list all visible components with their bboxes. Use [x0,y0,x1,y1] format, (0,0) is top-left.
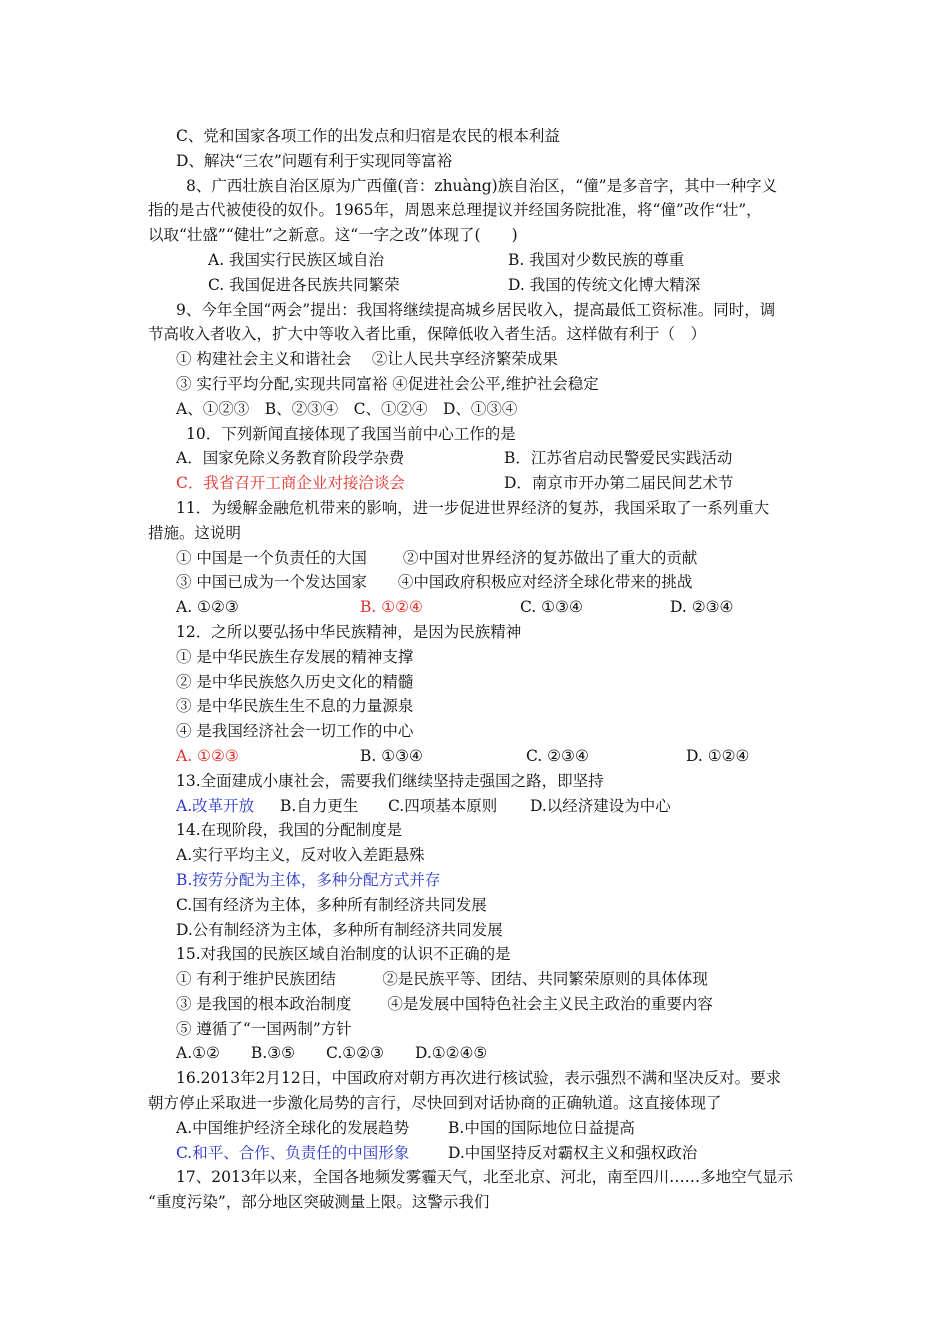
q9-statement-1: ① 构建社会主义和谐社会 ②让人民共享经济繁荣成果 [176,350,558,369]
q12-statement-3: ③ 是中华民族生生不息的力量源泉 [176,697,414,716]
q15-statement-1: ① 有利于维护民族团结 ②是民族平等、团结、共同繁荣原则的具体体现 [176,970,708,989]
q13-option-c: C.四项基本原则 [388,796,498,815]
q9-statement-2: ③ 实行平均分配,实现共同富裕 ④促进社会公平,维护社会稳定 [176,374,599,393]
q10-option-a: A．国家免除义务教育阶段学杂费 [176,449,405,468]
q17-stem-line2: “重度污染”，部分地区突破测量上限。这警示我们 [148,1193,490,1212]
q8-options-row1 [148,248,820,273]
q11-stem-line1: 11．为缓解金融危机带来的影响，进一步促进世界经济的复苏，我国采取了一系列重大 [176,498,770,517]
q12-statement-4: ④ 是我国经济社会一切工作的中心 [176,722,414,741]
q12-option-c: C. ②③④ [526,746,589,765]
q13-stem: 13.全面建成小康社会，需要我们继续坚持走强国之路，即坚持 [176,771,604,790]
q12-options [148,744,820,769]
q12-statement-1: ① 是中华民族生存发展的精神支撑 [176,647,414,666]
q13-options [148,794,820,819]
q14-stem: 14.在现阶段，我国的分配制度是 [176,821,403,840]
q8-option-a: A. 我国实行民族区域自治 [208,250,385,269]
q14-option-b-answer: B.按劳分配为主体，多种分配方式并存 [176,870,441,889]
q10-options-row1 [148,446,820,471]
q16-options-row2 [148,1141,820,1166]
q11-option-c: C. ①③④ [520,598,583,617]
q15-stem: 15.对我国的民族区域自治制度的认识不正确的是 [176,945,511,964]
q11-option-b-answer: B. ①②④ [360,598,423,617]
q16-stem-line1: 16.2013年2月12日，中国政府对朝方再次进行核试验，表示强烈不满和坚决反对。要求 [176,1069,782,1088]
q14-option-d: D.公有制经济为主体，多种所有制经济共同发展 [176,920,503,939]
q10-option-b: B．江苏省启动民警爱民实践活动 [504,449,733,468]
q9-stem-line1: 9、今年全国“两会”提出：我国将继续提高城乡居民收入，提高最低工资标准。同时，调 [176,300,776,319]
q14-option-a: A.实行平均主义，反对收入差距悬殊 [176,846,425,865]
q14-option-c: C.国有经济为主体，多种所有制经济共同发展 [176,895,487,914]
q11-options [148,595,820,620]
q10-stem: 10．下列新闻直接体现了我国当前中心工作的是 [186,424,516,443]
q8-options-row2 [148,273,820,298]
q12-statement-2: ② 是中华民族悠久历史文化的精髓 [176,672,414,691]
q12-option-b: B. ①③④ [360,746,423,765]
q16-option-a: A.中国维护经济全球化的发展趋势 [176,1118,410,1137]
q13-option-d: D.以经济建设为中心 [530,796,671,815]
q8-option-c: C. 我国促进各民族共同繁荣 [208,275,400,294]
q8-option-b: B. 我国对少数民族的尊重 [508,250,685,269]
q12-option-d: D. ①②④ [686,746,750,765]
q8-stem-line3: 以取“壮盛”“健壮”之新意。这“一字之改”体现了( ) [148,226,518,245]
q13-option-b: B.自力更生 [280,796,359,815]
q9-stem-line2: 节高收入者收入，扩大中等收入者比重，保障低收入者生活。这样做有利于（ ） [148,325,707,344]
q15-statement-2: ③ 是我国的根本政治制度 ④是发展中国特色社会主义民主政治的重要内容 [176,994,713,1013]
q16-option-b: B.中国的国际地位日益提高 [448,1118,635,1137]
q12-option-a-answer: A. ①②③ [176,746,239,765]
q8-option-d: D. 我国的传统文化博大精深 [508,275,701,294]
q7-option-d: D、解决“三农”问题有利于实现同等富裕 [176,151,453,170]
q10-option-c-answer: C．我省召开工商企业对接洽谈会 [176,474,405,493]
q15-options: A.①② B.③⑤ C.①②③ D.①②④⑤ [176,1044,488,1063]
q11-option-d: D. ②③④ [670,598,734,617]
q15-statement-3: ⑤ 遵循了“一国两制”方针 [176,1019,352,1038]
q7-option-c: C、党和国家各项工作的出发点和归宿是农民的根本利益 [176,127,560,145]
q11-option-a: A. ①②③ [176,598,239,617]
q11-statement-1: ① 中国是一个负责任的大国 ②中国对世界经济的复苏做出了重大的贡献 [176,548,698,567]
q11-statement-2: ③ 中国已成为一个发达国家 ④中国政府积极应对经济全球化带来的挑战 [176,573,693,592]
q12-stem: 12．之所以要弘扬中华民族精神，是因为民族精神 [176,622,522,641]
q16-options-row1 [148,1116,820,1141]
q17-stem-line1: 17、2013年以来，全国各地频发雾霾天气，北至北京、河北，南至四川……多地空气显示 [176,1168,794,1187]
q13-option-a-answer: A.改革开放 [176,796,255,815]
q16-stem-line2: 朝方停止采取进一步激化局势的言行，尽快回到对话协商的正确轨道。这直接体现了 [148,1094,722,1113]
q8-stem-line1: 8、广西壮族自治区原为广西僮(音：zhuàng)族自治区，“僮”是多音字，其中一种字义 [186,176,778,195]
question-content [148,124,820,1215]
q9-options: A、①②③ B、②③④ C、①②④ D、①③④ [176,399,518,418]
q11-stem-line2: 措施。这说明 [148,523,242,542]
q10-options-row2 [148,471,820,496]
q8-stem-line2: 指的是古代被使役的奴仆。1965年，周恩来总理提议并经国务院批准，将“僮”改作“壮”， [148,201,762,220]
q16-option-d: D.中国坚持反对霸权主义和强权政治 [448,1143,698,1162]
q16-option-c-answer: C.和平、合作、负责任的中国形象 [176,1143,410,1162]
q10-option-d: D．南京市开办第二届民间艺术节 [504,474,734,493]
